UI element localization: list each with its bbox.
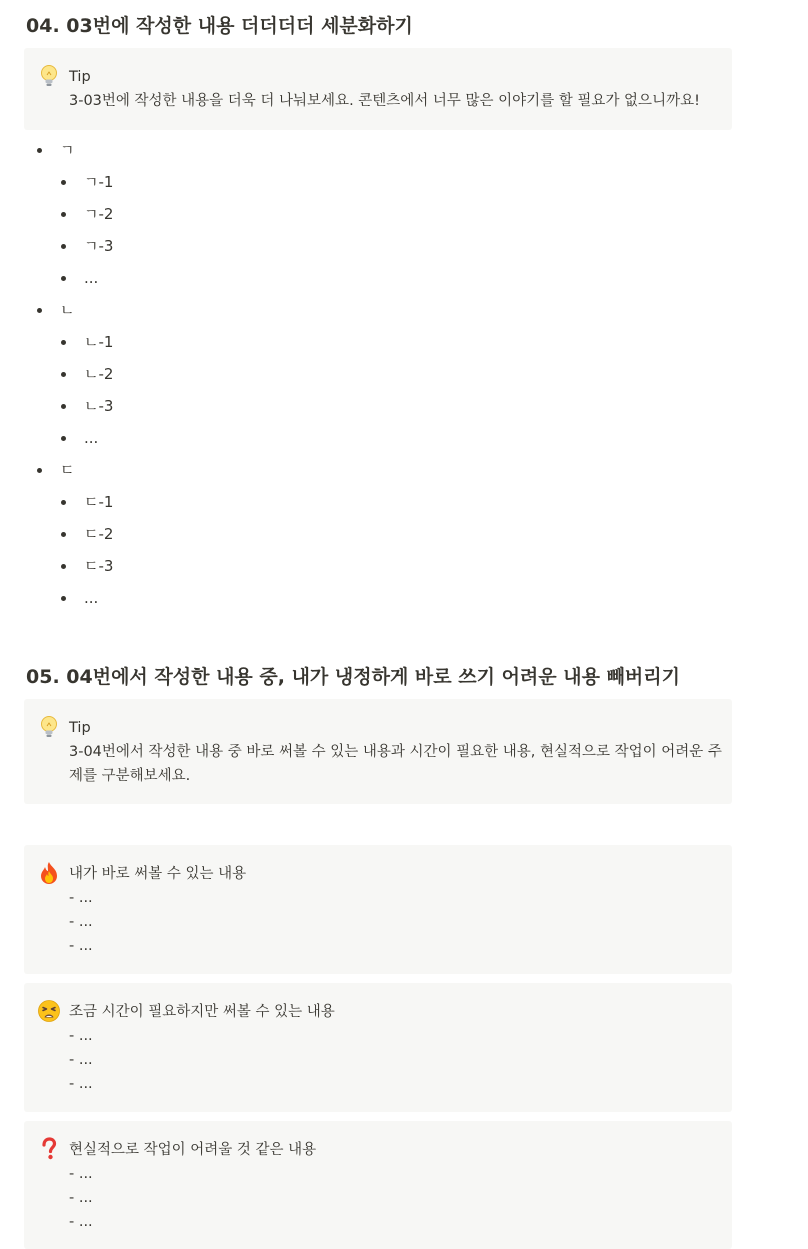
list-item[interactable] [84, 554, 113, 578]
list-item[interactable] [84, 266, 98, 290]
callout-title: 내가 바로 써볼 수 있는 내용 [69, 866, 247, 882]
bullet-dot [61, 212, 66, 217]
callout-title: 조금 시간이 필요하지만 써볼 수 있는 내용 [69, 1004, 335, 1020]
callout-line: - ... [69, 1214, 93, 1230]
list-item[interactable] [84, 394, 113, 418]
fire-icon [36, 860, 62, 886]
tip-callout-04 [24, 48, 732, 130]
tip-callout-05 [24, 699, 732, 804]
list-item[interactable] [84, 362, 113, 386]
list-item[interactable] [84, 522, 113, 546]
list-item-label: ... [84, 429, 99, 447]
callout-line: - ... [69, 1028, 93, 1044]
callout-can-write-now [24, 845, 732, 974]
callout-line: - ... [69, 938, 93, 954]
bullet-dot [61, 180, 66, 185]
list-item[interactable] [84, 234, 113, 258]
list-item-label: ㄷ-1 [84, 493, 114, 511]
tip-title: Tip [69, 69, 91, 85]
bullet-dot [61, 340, 66, 345]
tired-face-icon [36, 998, 62, 1024]
tip-text-line: 제를 구분해보세요. [69, 768, 191, 784]
list-item-label: ... [84, 269, 99, 287]
list-item-label: ... [84, 589, 99, 607]
callout-line: - ... [69, 1052, 93, 1068]
bullet-dot [37, 148, 42, 153]
callout-hard-to-do [24, 1121, 732, 1249]
bullet-dot [61, 372, 66, 377]
bullet-dot [61, 532, 66, 537]
list-item[interactable] [84, 426, 98, 450]
list-item-label: ㄴ-1 [84, 333, 114, 351]
callout-title: 현실적으로 작업이 어려울 것 같은 내용 [69, 1142, 317, 1158]
callout-line: - ... [69, 914, 93, 930]
list-item[interactable] [84, 202, 113, 226]
bullet-dot [37, 308, 42, 313]
callout-line: - ... [69, 1166, 93, 1182]
list-item-label: ㄴ-2 [84, 365, 114, 383]
list-item[interactable] [84, 170, 113, 194]
bullet-dot [61, 404, 66, 409]
list-item-label: ㄱ [60, 141, 75, 159]
tip-title: Tip [69, 720, 91, 736]
bullet-dot [61, 436, 66, 441]
callout-line: - ... [69, 1076, 93, 1092]
bullet-dot [37, 468, 42, 473]
bullet-dot [61, 564, 66, 569]
red-question-mark-icon [36, 1136, 62, 1162]
list-item[interactable] [60, 458, 75, 482]
callout-needs-time [24, 983, 732, 1112]
list-item-label: ㄱ-3 [84, 237, 114, 255]
bullet-dot [61, 276, 66, 281]
tip-text-line: 3-04번에서 작성한 내용 중 바로 써볼 수 있는 내용과 시간이 필요한 내용, 현실적으로 작업이 어려운 주 [69, 744, 722, 760]
list-item[interactable] [84, 586, 98, 610]
list-item[interactable] [84, 330, 113, 354]
list-item-label: ㄱ-2 [84, 205, 114, 223]
list-item[interactable] [84, 490, 113, 514]
list-item-label: ㄴ [60, 301, 75, 319]
bullet-dot [61, 500, 66, 505]
list-item-label: ㄷ [60, 461, 75, 479]
callout-line: - ... [69, 890, 93, 906]
tip-text: 3-03번에 작성한 내용을 더욱 더 나눠보세요. 콘텐츠에서 너무 많은 이야기를 할 필요가 없으니까요! [69, 93, 700, 109]
list-item-label: ㄱ-1 [84, 173, 114, 191]
lightbulb-icon [36, 714, 62, 740]
list-item[interactable] [60, 138, 75, 162]
bullet-dot [61, 244, 66, 249]
section-04-heading: 04. 03번에 작성한 내용 더더더더 세분화하기 [26, 15, 413, 37]
list-item[interactable] [60, 298, 75, 322]
section-05-heading: 05. 04번에서 작성한 내용 중, 내가 냉정하게 바로 쓰기 어려운 내용 빼버리기 [26, 666, 680, 688]
lightbulb-icon [36, 63, 62, 89]
list-item-label: ㄷ-2 [84, 525, 114, 543]
callout-line: - ... [69, 1190, 93, 1206]
list-item-label: ㄴ-3 [84, 397, 114, 415]
list-item-label: ㄷ-3 [84, 557, 114, 575]
bullet-dot [61, 596, 66, 601]
